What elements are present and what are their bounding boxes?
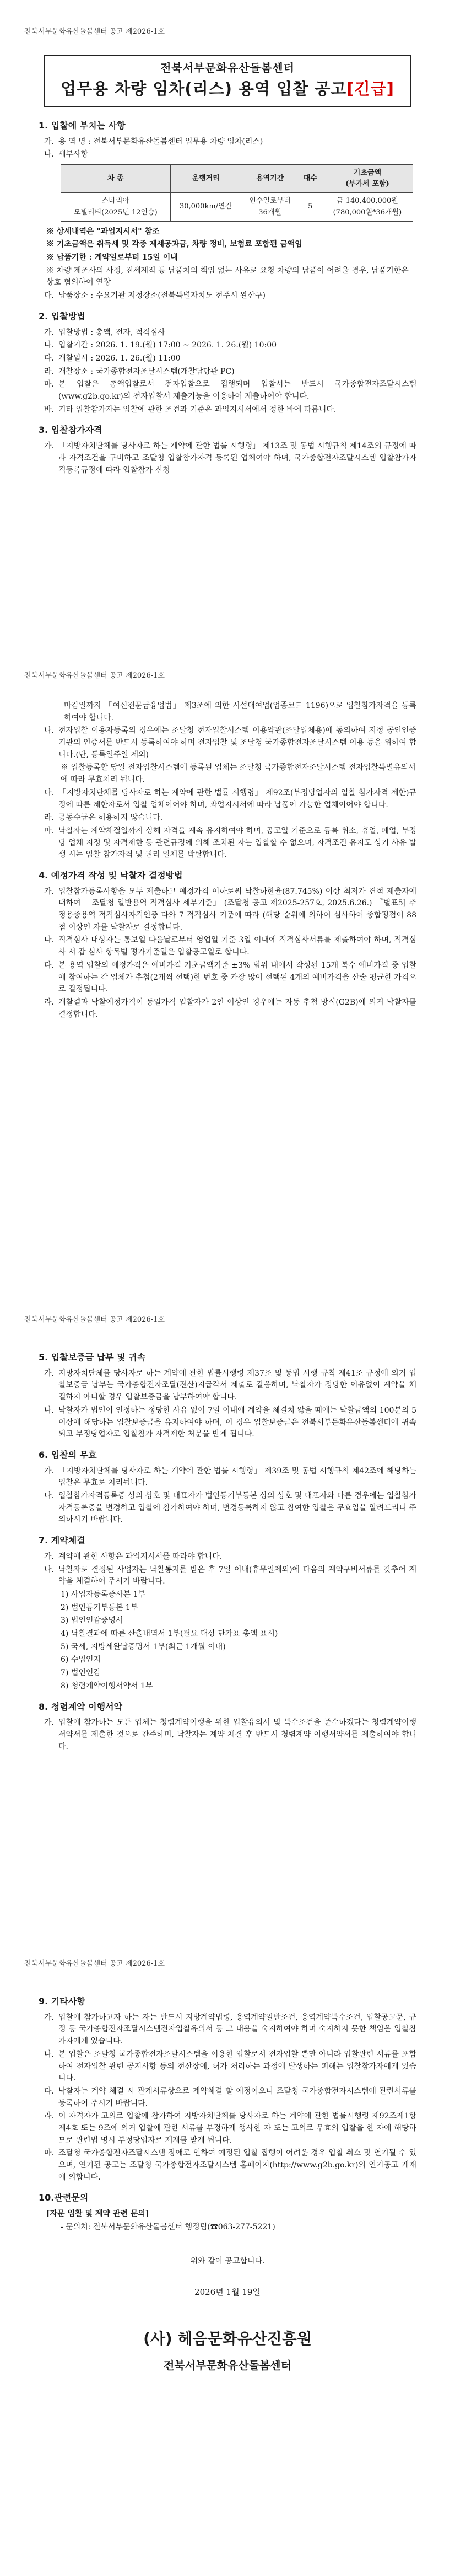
list-item: 바. 기타 입찰참가자는 입찰에 관한 조건과 기준은 과업지시서에서 정한 바에 따릅니다. [44, 405, 337, 414]
list-item: 나. 적격심사 대상자는 통보일 다음날로부터 영업일 기준 3일 이내에 적격심사서류를 제출하여야 하며, 적격심사 서 갑 심사 항목별 평가기준일은 입찰공고일로 합니다. [44, 936, 416, 957]
notice-organization: 전북서부문화유산돌봄센터 [160, 61, 295, 74]
section-10-title: 10.관련문의 [39, 2192, 89, 2203]
table-cell: 스타리아 모빌리티(2025년 12인승) [61, 193, 171, 221]
list-item: 가. 입찰에 참가하는 모든 업체는 청렴계약이행을 위한 입찰유의서 및 특수조건을 준수하겠다는 청렴계약이행서약서를 제출한 것으로 간주하며, 낙찰자는 계약 체결 후 반드시 청렴계약 이행서약서를 제출하여야 합니다. [44, 1718, 416, 1751]
list-item: 라. 공동수급은 허용하지 않습니다. [44, 813, 163, 823]
inquiry-contact: - 문의처: 전북서부문화유산돌봄센터 행정팀(☎063-277-5221) [61, 2222, 275, 2231]
document-page-4 [0, 1932, 455, 2576]
table-header: 운행거리 [170, 165, 241, 193]
section-6-title: 6. 입찰의 무효 [39, 1449, 97, 1460]
closing-line: 위와 같이 공고합니다. [190, 2256, 265, 2266]
list-item: 마. 조달청 국가종합전자조달시스템 장애로 인하여 예정된 입찰 집행이 어려운 경우 입찰 취소 및 연기될 수 있으며, 연기된 공고는 조달청 국가종합전자조달시스템 홈페이지(http://www.g2b.go.kr)의 연기공고 게재에 의합니다. [44, 2149, 416, 2182]
page-header: 전북서부문화유산돌봄센터 공고 제2026-1호 [24, 1316, 165, 1324]
section-8-title: 8. 청렴계약 이행서약 [39, 1701, 122, 1712]
list-item: 가. 입찰참가등록사항을 모두 제출하고 예정가격 이하로써 낙찰하한율(87.745%) 이상 최저가 견적 제출자에 대하여 「조달청 일반용역 적격심사 세부기준」 (조달청 공고 제2025-257호, 2025.6.26.) 『별표5] 추정용종용역 적격심사자격인증 다와 7 적격심사 기준에 따라 (해당 순위에 의하여 심사하여 종합평점이 88점 이상인 자를 낙찰자로 결정합니다. [44, 887, 416, 932]
note: ※ 차량 제조사의 사정, 전세계적 등 납품처의 책임 없는 사유로 요청 차량의 납품이 어려울 경우, 납품기한은 상호 협의하여 연장 [46, 266, 409, 287]
document-page-3 [0, 1288, 455, 1932]
continued-paragraph: 마감일까지 「여신전문금융업법」 제3조에 의한 시설대여업(업종코드 1196)으로 입찰참가자격을 등록하여야 합니다. [64, 701, 416, 722]
list-item: 가. 입찰에 참가하고자 하는 자는 반드시 지방계약법령, 용역계약일반조건, 용역계약특수조건, 입찰공고문, 규정 등 국가종합전자조달시스템전자입찰유의서 등 그 내용을 숙지하여야 하며 숙지하지 못한 책임은 입찰참가자에게 있습니다. [44, 2012, 416, 2046]
list-item: 가. 지방자치단체를 당사자로 하는 계약에 관한 법률시행령 제37조 및 동법 시행 규칙 제41조 규정에 의거 입찰보증금 납부는 국가종합전자조달(전산)지급각서 제출로 갈음하며, 낙찰자가 정당한 이유없이 계약을 체결하지 아니할 경우 입찰보증금을 납부하여야 합니다. [44, 1368, 416, 1402]
list-item: 나. 낙찰자로 결정된 사업자는 낙찰통지를 받은 후 7일 이내(휴무일제외)에 다음의 계약구비서류를 갖추어 계약을 체결하여 주시기 바랍니다. [44, 1565, 416, 1586]
doc-list-item: 6) 수입인지 [61, 1655, 101, 1665]
list-item: 가. 「지방자치단체를 당사자로 하는 계약에 관한 법률 시행령」 제39조 및 동법 시행규칙 제42조에 해당하는 입찰은 무효로 처리됩니다. [44, 1466, 416, 1488]
issuing-institution: (사) 헤음문화유산진흥원 [143, 2329, 312, 2348]
list-item: 다. 납품장소 : 수요기관 지정장소(전북특별자치도 전주시 완산구) [44, 291, 266, 300]
notice-date: 2026년 1월 19일 [194, 2287, 261, 2298]
table-cell: 인수일로부터 36개월 [241, 193, 299, 221]
list-item: 다. 개찰일시 : 2026. 1. 26.(월) 11:00 [44, 353, 181, 363]
notice-title [51, 77, 404, 101]
list-item: 다. 낙찰자는 계약 체결 시 관계서류상으로 계약체결 할 예정이오니 조달청 국가종합전자시스템에 관련서류를 등록하여 주시기 바랍니다. [44, 2086, 416, 2108]
doc-list-item: 8) 청렴계약이행서약서 1부 [61, 1681, 153, 1690]
section-5-title: 5. 입찰보증금 납부 및 귀속 [39, 1352, 146, 1362]
section-3-title: 3. 입찰참가자격 [39, 425, 102, 436]
list-item: 라. 이 자격자가 고의로 입찰에 참가하여 지방자치단체를 당사자로 하는 계약에 관한 법률시행령 제92조제1항제4호 또는 9조에 의거 입찰에 관한 서류를 부정하게 행사한 자 또는 고의로 무효의 입찰을 한 자에 해당하므로 관련법 명시 부정당업자로 제재를 받게 됩니다. [44, 2112, 416, 2145]
notice-title-main: 업무용 차량 임차(리스) 용역 입찰 공고 [61, 79, 347, 98]
section-4-title: 4. 예정가격 작성 및 낙찰자 결정방법 [39, 870, 183, 881]
doc-list-item: 3) 법인인감증명서 [61, 1616, 123, 1625]
table-header: 기초금액 (부가세 포함) [322, 165, 413, 193]
section-7-title: 7. 계약체결 [39, 1535, 85, 1546]
list-item: 나. 세부사항 [44, 150, 89, 159]
document-page-2 [0, 644, 455, 1288]
list-item: 마. 낙찰자는 계약체결일까지 상해 자격을 계속 유지하여야 하며, 공고일 기준으로 등록 취소, 휴업, 폐업, 부정당 업체 지정 및 자격제한 등 관련규정에 의해 조치된 자는 입찰할 수 없으며, 자격조건 유지도 상기 사유 발생 시는 입찰 참가자격 및 권리 일체를 박탈합니다. [44, 826, 416, 860]
list-item: 가. 계약에 관한 사항은 과업지시서를 따라야 합니다. [44, 1552, 223, 1561]
issuing-center: 전북서부문화유산돌봄센터 [164, 2358, 291, 2372]
closing-block [39, 2256, 416, 2374]
section-2-title: 2. 입찰방법 [39, 310, 85, 321]
list-item: 라. 개찰장소 : 국가종합전자조달시스템(개찰담당관 PC) [44, 367, 235, 376]
notice-title-box [44, 55, 411, 107]
list-item: 마. 본 입찰은 총액입찰로서 전자입찰으로 집행되며 입찰서는 반드시 국가종합전자조달시스템(www.g2b.go.kr)의 전자입찰서 제출기능을 이용하여 제출하여야 합니다. [44, 380, 416, 401]
note: ※ 기초금액은 취득세 및 각종 제세공과금, 차량 정비, 보험료 포함된 금액임 [46, 240, 302, 249]
page-header: 전북서부문화유산돌봄센터 공고 제2026-1호 [24, 28, 165, 36]
doc-list-item: 5) 국세, 지방세완납증명서 1부(최근 1개월 이내) [61, 1642, 226, 1651]
page-header: 전북서부문화유산돌봄센터 공고 제2026-1호 [24, 672, 165, 680]
note: ※ 납품기한 : 계약일로부터 15일 이내 [46, 253, 178, 262]
list-item: 가. 용 역 명 : 전북서부문화유산돌봄센터 업무용 차량 임차(리스) [44, 137, 263, 146]
list-item: 다. 본 용역 입찰의 예정가격은 예비가격 기초금액기준 ±3% 범위 내에서 작성된 15개 복수 예비가격 중 입찰에 참여하는 각 업체가 추첨(2개씩 선택)한 번호 중 가장 많이 선택된 4개의 예비가격을 산술 평균한 가격으로 결정됩니다. [44, 960, 416, 994]
section-9-title: 9. 기타사항 [39, 1996, 85, 2006]
table-cell: 5 [299, 193, 322, 221]
note: ※ 입찰등록할 당일 전자입찰시스템에 등록된 업체는 조달청 국가종합전자조달시스템 전자입찰특별유의서에 따라 무효처리 됩니다. [61, 763, 416, 785]
table-row [61, 193, 413, 221]
service-detail-table [61, 164, 413, 222]
list-item: 가. 「지방자치단체를 당사자로 하는 계약에 관한 법률 시행령」 제13조 및 동법 시행규칙 제14조의 규정에 따라 자격조건을 구비하고 조달청 입찰참가자격 등록된 업체여야 하며, 국가종합전자조달시스템 입찰참가자격등록규정에 따라 입찰참가 신청 [44, 442, 416, 475]
table-header: 차 종 [61, 165, 171, 193]
list-item: 나. 낙찰자가 법인이 인정하는 정당한 사유 없이 7일 이내에 계약을 체결치 않을 때에는 낙찰금액의 100분의 5이상에 해당하는 입찰보증금을 유지하여야 하며, 이 경우 입찰보증금은 전북서부문화유산돌봄센터에 귀속되고 부정당업자로 입찰참가 자격제한 처분을 받게 됩니다. [44, 1405, 416, 1439]
doc-list-item: 2) 법인등기부등본 1부 [61, 1603, 138, 1612]
section-1-title: 1. 입찰에 부치는 사항 [39, 120, 126, 131]
list-item: 다. 「지방자치단체를 당사자로 하는 계약에 관한 법률 시행령」 제92조(부정당업자의 입찰 참가자격 제한)규정에 따른 제한자로서 입찰 업체이어야 하며, 과업지시서에 따라 납품이 가능한 업체이어야 합니다. [44, 788, 416, 809]
inquiry-subtitle: [자문 입찰 및 계약 관련 문의] [46, 2209, 149, 2219]
urgent-tag: [긴급] [346, 79, 394, 98]
doc-list-item: 4) 낙찰결과에 따른 산출내역서 1부(필요 대상 단가표 총액 표시) [61, 1629, 278, 1639]
page-header: 전북서부문화유산돌봄센터 공고 제2026-1호 [24, 1960, 165, 1968]
table-cell: 금 140,400,000원 (780,000원*36개월) [322, 193, 413, 221]
list-item: 가. 입찰방법 : 총액, 전자, 적격심사 [44, 328, 165, 337]
list-item: 나. 입찰참가자격등록증 상의 상호 및 대표자가 법인등기부등본 상의 상호 및 대표자와 다른 경우에는 입찰참가자격등록증을 변경하고 입찰에 참가하여야 하며, 변경등록하지 않고 참여한 입찰은 무효입을 알려드리니 주의하시기 바랍니다. [44, 1491, 416, 1525]
table-cell: 30,000km/연간 [170, 193, 241, 221]
note: ※ 상세내역은 "과업지시서" 참조 [46, 227, 160, 236]
doc-list-item: 7) 법인인감 [61, 1668, 101, 1678]
table-header: 대수 [299, 165, 322, 193]
document-page-1 [0, 0, 455, 644]
table-header: 용역기간 [241, 165, 299, 193]
list-item: 라. 개찰결과 낙찰예정가격이 동일가격 입찰자가 2인 이상인 경우에는 자동 추첨 방식(G2B)에 의거 낙찰자를 결정합니다. [44, 997, 416, 1019]
list-item: 나. 전자입찰 이용자등록의 경우에는 조달청 전자입찰시스템 이용약관(조달업체용)에 동의하여 지정 공인인증기관의 인증서를 반드시 등록하여야 하며 전자입찰 및 조달청 국가종합전자조달시스템 이용 등을 위하여 합니다.(단, 등록일주일 제외) [44, 726, 416, 759]
list-item: 나. 입찰기간 : 2026. 1. 19.(월) 17:00 ~ 2026. 1. 26.(월) 10:00 [44, 341, 277, 350]
list-item: 나. 본 입찰은 조달청 국가종합전자조달시스템을 이용한 입찰로서 전자입찰 뿐만 아니라 입찰관련 서류를 포함하여 전자입찰 관련 공지사항 등의 전산장애, 허가 처리하는 과정에 발생하는 피해는 입찰참가자에게 있습니다. [44, 2049, 416, 2083]
doc-list-item: 1) 사업자등록증사본 1부 [61, 1590, 145, 1600]
